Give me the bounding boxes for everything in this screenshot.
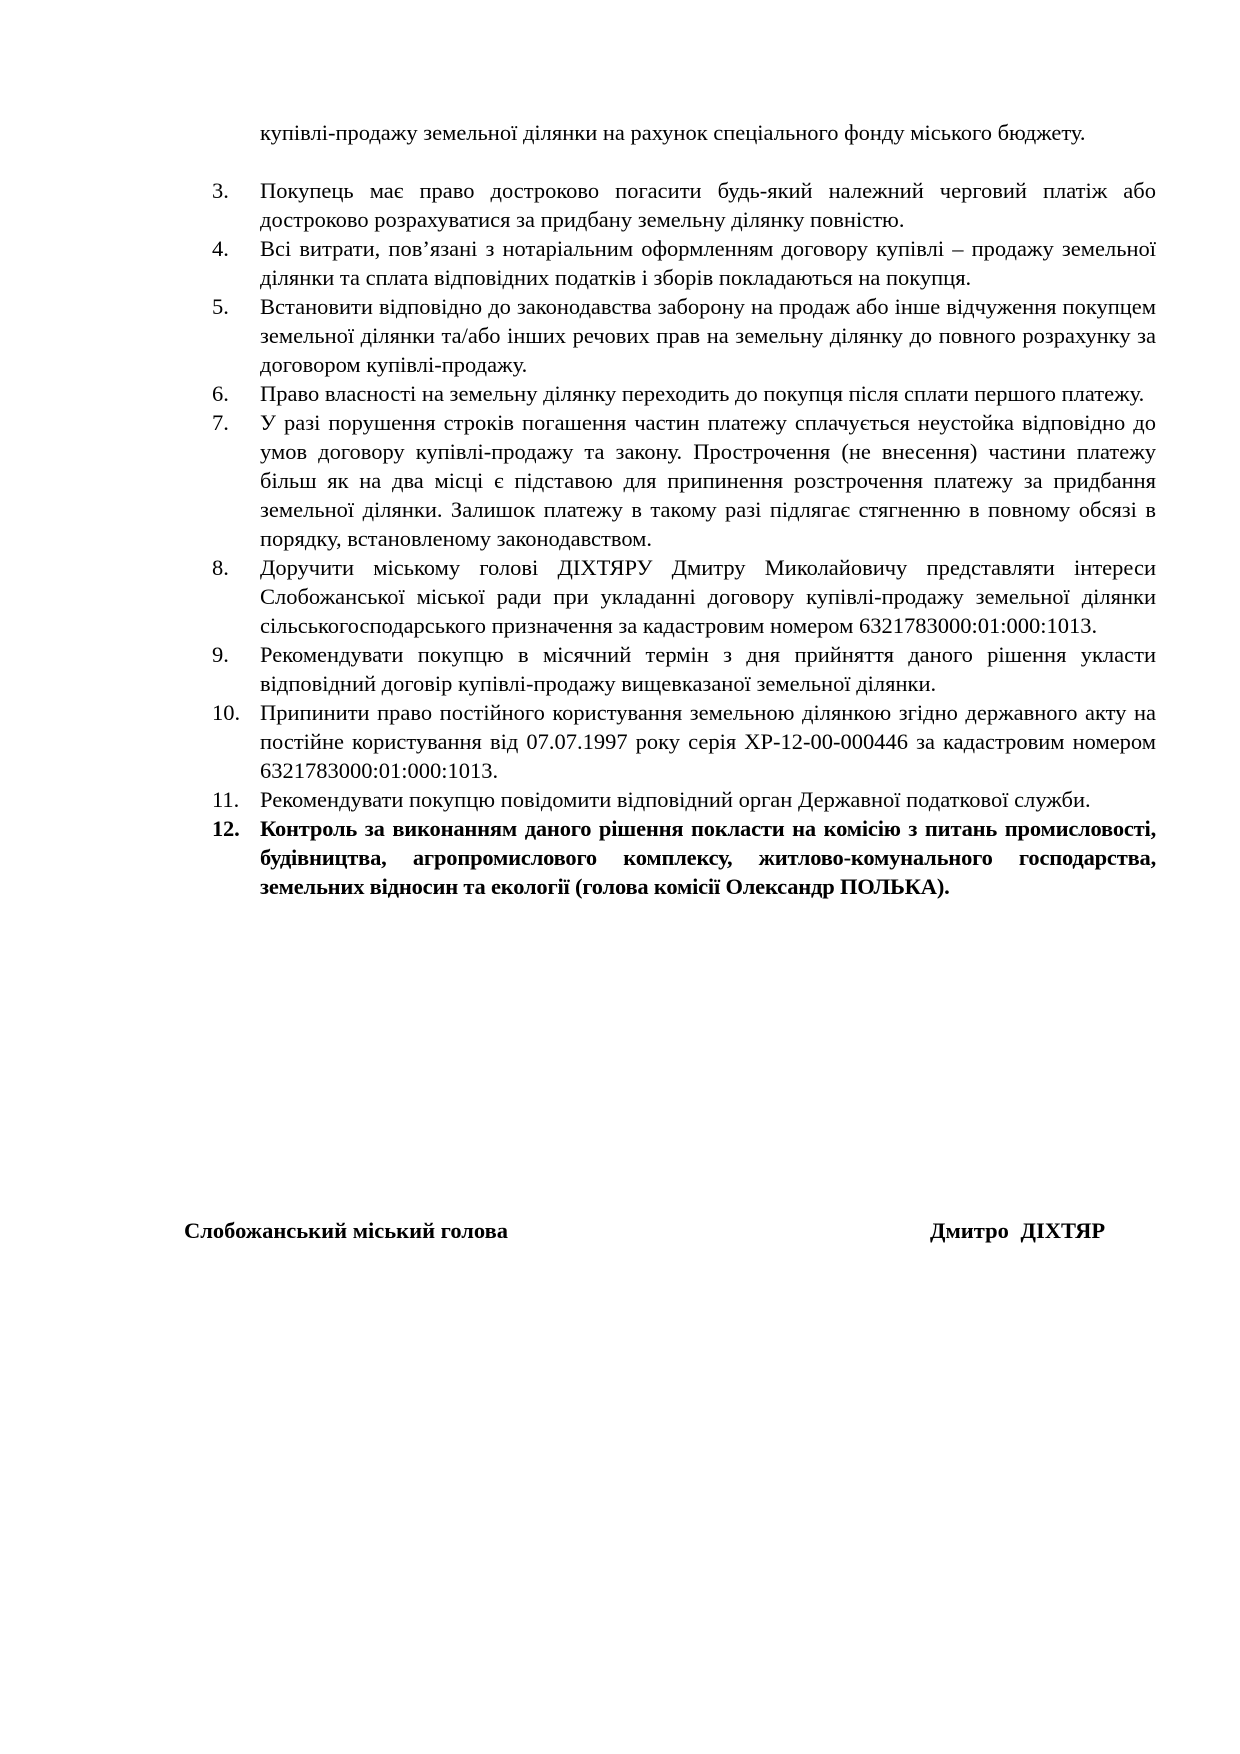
list-item-9	[212, 640, 1156, 698]
item-number: 10.	[212, 700, 241, 725]
item-number: 6.	[212, 381, 229, 406]
list-item-12	[212, 814, 1156, 901]
list-item-6	[212, 379, 1156, 408]
item-text: Контроль за виконанням даного рішення покласти на комісію з питань промисловості, будівництва, агропромислового комплексу, житлово-комунального господарства, земельних відносин та екології (голова комісії Олександр ПОЛЬКА).	[260, 816, 1156, 899]
item-text: Покупець має право достроково погасити будь-який належний черговий платіж або достроково розрахуватися за придбану земельну ділянку повністю.	[260, 178, 1156, 232]
item-number: 8.	[212, 555, 229, 580]
item-number: 11.	[212, 787, 240, 812]
intro-continuation: купівлі-продажу земельної ділянки на рахунок спеціального фонду міського бюджету.	[260, 120, 1086, 145]
list-item-7	[212, 408, 1156, 553]
list-item-4	[212, 234, 1156, 292]
item-number: 5.	[212, 294, 229, 319]
item-number: 4.	[212, 236, 229, 261]
list-item-3	[212, 176, 1156, 234]
list-item-8	[212, 553, 1156, 640]
item-text: Встановити відповідно до законодавства заборону на продаж або інше відчуження покупцем земельної ділянки та/або інших речових прав на земельну ділянку до повного розрахунку за договором купівлі-продажу.	[260, 294, 1156, 377]
item-number: 9.	[212, 642, 229, 667]
item-text: Рекомендувати покупцю в місячний термін з дня прийняття даного рішення укласти відповідний договір купівлі-продажу вищевказаної земельної ділянки.	[260, 642, 1156, 696]
item-text: Припинити право постійного користування земельною ділянкою згідно державного акту на постійне користування від 07.07.1997 року серія ХР-12-00-000446 за кадастровим номером 6321783000:01:000:1013.	[260, 700, 1156, 783]
list-item-11	[212, 785, 1156, 814]
signature-name: Дмитро ДІХТЯР	[930, 1218, 1106, 1243]
signature-title: Слобожанський міський голова	[184, 1218, 508, 1243]
item-text: Доручити міському голові ДІХТЯРУ Дмитру Миколайовичу представляти інтереси Слобожанської міської ради при укладанні договору купівлі-продажу земельної ділянки сільськогосподарського призначення за кадастровим номером 6321783000:01:000:1013.	[260, 555, 1156, 638]
item-number: 7.	[212, 410, 229, 435]
item-number: 3.	[212, 178, 229, 203]
item-text: Всі витрати, пов’язані з нотаріальним оформленням договору купівлі – продажу земельної ділянки та сплата відповідних податків і зборів покладаються на покупця.	[260, 236, 1156, 290]
item-text: Право власності на земельну ділянку переходить до покупця після сплати першого платежу.	[260, 381, 1145, 406]
list-item-10	[212, 698, 1156, 785]
list-item-5	[212, 292, 1156, 379]
item-text: У разі порушення строків погашення частин платежу сплачується неустойка відповідно до умов договору купівлі-продажу та закону. Прострочення (не внесення) частини платежу більш як на два місці є підставою для припинення розстрочення платежу за придбання земельної ділянки. Залишок платежу в такому разі підлягає стягненню в повному обсязі в порядку, встановленому законодавством.	[260, 410, 1156, 551]
item-text: Рекомендувати покупцю повідомити відповідний орган Державної податкової служби.	[260, 787, 1091, 812]
item-number: 12.	[212, 816, 240, 841]
resolution-list	[212, 176, 1156, 901]
